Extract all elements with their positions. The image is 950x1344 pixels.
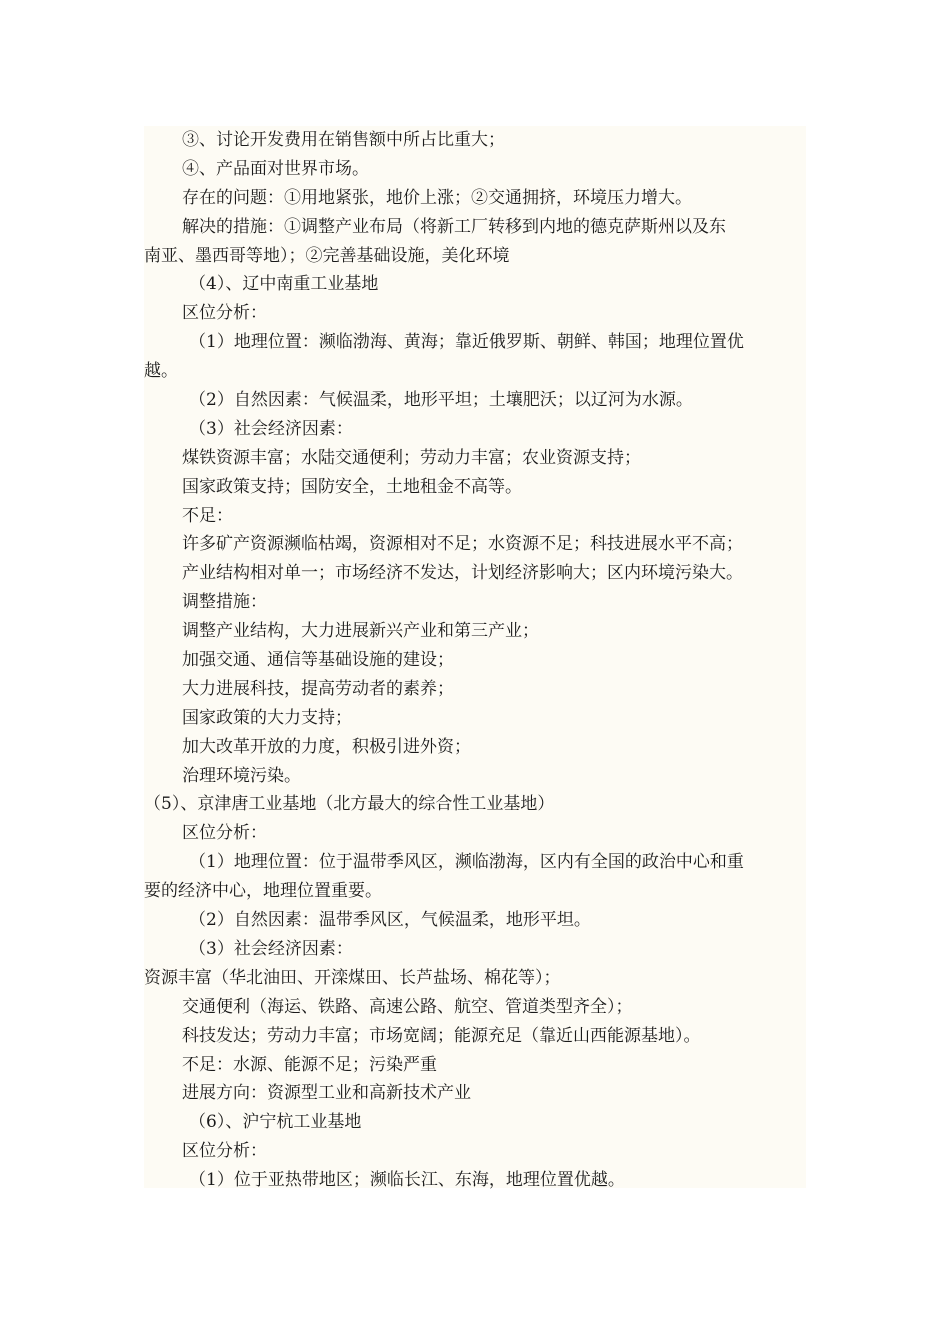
text-line: （1）地理位置：濒临渤海、黄海；靠近俄罗斯、朝鲜、韩国；地理位置优 — [189, 332, 744, 353]
text-line: 要的经济中心，地理位置重要。 — [144, 881, 382, 902]
text-line: 越。 — [144, 361, 178, 382]
text-line: 南亚、墨西哥等地）；②完善基础设施，美化环境 — [144, 245, 510, 266]
text-line: 资源丰富（华北油田、开滦煤田、长芦盐场、棉花等）； — [144, 967, 561, 988]
text-line: 加强交通、通信等基础设施的建设； — [182, 650, 454, 671]
text-line: 不足：水源、能源不足；污染严重 — [182, 1054, 437, 1075]
text-line: 交通便利（海运、铁路、高速公路、航空、管道类型齐全）； — [182, 996, 633, 1017]
text-line: 解决的措施：①调整产业布局（将新工厂转移到内地的德克萨斯州以及东 — [182, 216, 726, 237]
text-line: 加大改革开放的力度，积极引进外资； — [182, 736, 471, 757]
text-line: 不足： — [182, 505, 233, 526]
text-line: ③、讨论开发费用在销售额中所占比重大； — [182, 130, 505, 150]
text-line: （3）社会经济因素： — [189, 418, 353, 439]
text-line: 大力进展科技，提高劳动者的素养； — [182, 678, 454, 699]
text-line: 国家政策支持；国防安全，土地租金不高等。 — [182, 476, 522, 497]
text-line: 煤铁资源丰富；水陆交通便利；劳动力丰富；农业资源支持； — [182, 447, 641, 468]
text-line: 科技发达；劳动力丰富；市场宽阔；能源充足（靠近山西能源基地）。 — [182, 1025, 701, 1046]
text-line: 进展方向：资源型工业和高新技术产业 — [182, 1083, 471, 1104]
text-line: （1）位于亚热带地区；濒临长江、东海，地理位置优越。 — [189, 1170, 625, 1191]
text-line: 区位分析： — [182, 303, 267, 324]
text-line: 产业结构相对单一；市场经济不发达，计划经济影响大；区内环境污染大。 — [182, 563, 743, 584]
text-line: 调整产业结构，大力进展新兴产业和第三产业； — [182, 621, 539, 642]
text-line: 区位分析： — [182, 823, 267, 844]
text-line: （4）、辽中南重工业基地 — [189, 274, 379, 295]
text-line: 国家政策的大力支持； — [182, 707, 352, 728]
text-line: 区位分析： — [182, 1141, 267, 1162]
text-line: （3）社会经济因素： — [189, 938, 353, 959]
text-line: （2）自然因素：温带季风区，气候温柔，地形平坦。 — [189, 910, 591, 931]
text-line: （1）地理位置：位于温带季风区，濒临渤海，区内有全国的政治中心和重 — [189, 852, 744, 873]
text-line: 治理环境污染。 — [182, 765, 301, 786]
text-line: （2）自然因素：气候温柔，地形平坦；土壤肥沃；以辽河为水源。 — [189, 390, 693, 411]
text-line: （5）、京津唐工业基地（北方最大的综合性工业基地） — [144, 794, 555, 815]
text-line: （6）、沪宁杭工业基地 — [189, 1112, 362, 1133]
text-line: 许多矿产资源濒临枯竭，资源相对不足；水资源不足；科技进展水平不高； — [182, 534, 743, 555]
text-line: ④、产品面对世界市场。 — [182, 158, 369, 179]
text-line: 存在的问题：①用地紧张，地价上涨；②交通拥挤，环境压力增大。 — [182, 187, 692, 208]
document-body — [144, 126, 806, 1195]
text-line: 调整措施： — [182, 592, 267, 613]
